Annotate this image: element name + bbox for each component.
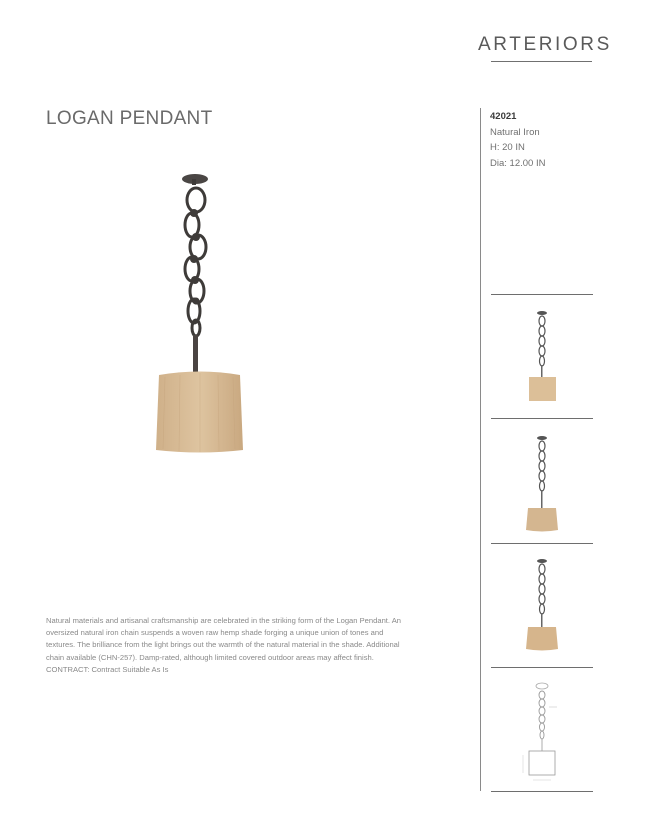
thumbnail-divider [491, 543, 593, 544]
thumbnail-divider [491, 418, 593, 419]
pendant-light-icon [505, 553, 580, 663]
description-body: Natural materials and artisanal craftsmanship are celebrated in the striking form of the Logan Pendant. An oversized natural iron chain suspends a woven raw hemp shade forging a unique union of tones and textures. The brilliance from the light brings out the warmth of the natural material in the shade. Additional chain available (CHN-257). Damp-rated, although limited covered outdoor areas may affect finish. [46, 616, 401, 662]
brand-logo: ARTERIORS [478, 34, 612, 55]
thumbnail-divider [491, 294, 593, 295]
product-description [46, 615, 411, 676]
product-title: LOGAN PENDANT [46, 108, 213, 129]
thumbnail-side-view[interactable] [505, 430, 580, 540]
thumbnail-dimension-drawing[interactable] [505, 677, 580, 787]
pendant-light-icon [505, 305, 580, 415]
product-diameter: Dia: 12.00 IN [490, 157, 546, 169]
product-finish: Natural Iron [490, 126, 540, 138]
spec-block [490, 109, 545, 171]
hero-product-image [140, 165, 260, 460]
pendant-light-icon [505, 430, 580, 540]
dimension-drawing-icon [505, 677, 580, 787]
thumbnail-divider [491, 791, 593, 792]
thumbnail-divider [491, 667, 593, 668]
thumbnail-alt-view[interactable] [505, 553, 580, 663]
brand-underline [491, 61, 592, 62]
product-height: H: 20 IN [490, 142, 525, 153]
thumbnail-front-view[interactable] [505, 305, 580, 415]
contract-note: CONTRACT: Contract Suitable As Is [46, 664, 169, 674]
column-divider [480, 108, 481, 791]
pendant-light-icon [140, 165, 260, 460]
product-sku: 42021 [490, 111, 517, 122]
